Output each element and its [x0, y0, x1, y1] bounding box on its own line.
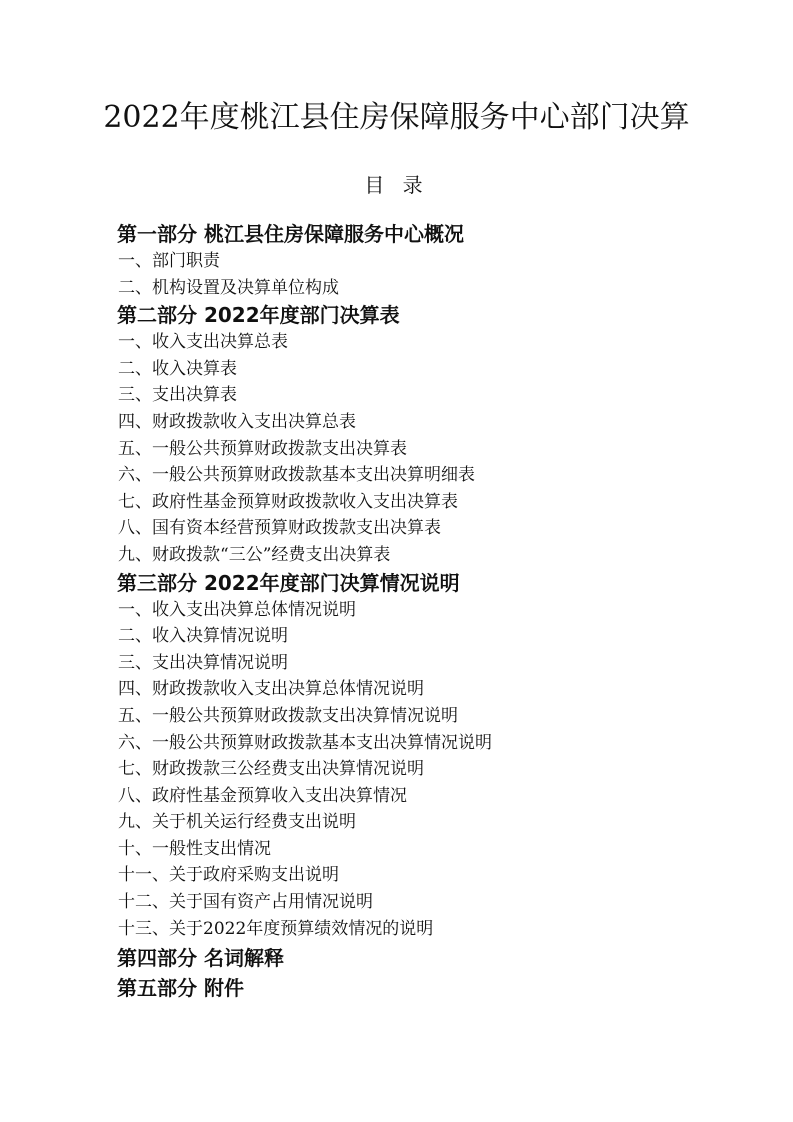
toc-item[interactable]: 二、收入决算情况说明	[118, 626, 288, 647]
document-title: 2022年度桃江县住房保障服务中心部门决算	[103, 100, 690, 135]
toc-part-3-heading[interactable]: 第三部分 2022年度部门决算情况说明	[117, 570, 460, 595]
toc-item[interactable]: 二、机构设置及决算单位构成	[118, 277, 339, 298]
toc-item[interactable]: 一、收入支出决算总体情况说明	[118, 599, 356, 620]
toc-item[interactable]: 八、政府性基金预算收入支出决算情况	[118, 785, 407, 806]
toc-item[interactable]: 七、政府性基金预算财政拨款收入支出决算表	[118, 491, 458, 512]
toc-part-2-heading[interactable]: 第二部分 2022年度部门决算表	[117, 303, 400, 328]
toc-item[interactable]: 十、一般性支出情况	[118, 838, 271, 859]
toc-item[interactable]: 十一、关于政府采购支出说明	[118, 865, 339, 886]
toc-item[interactable]: 四、财政拨款收入支出决算总表	[118, 411, 356, 432]
toc-item[interactable]: 四、财政拨款收入支出决算总体情况说明	[118, 679, 424, 700]
toc-item[interactable]: 八、国有资本经营预算财政拨款支出决算表	[118, 518, 441, 539]
toc-item[interactable]: 六、一般公共预算财政拨款基本支出决算明细表	[118, 465, 475, 486]
toc-item[interactable]: 三、支出决算情况说明	[118, 652, 288, 673]
toc-item[interactable]: 六、一般公共预算财政拨款基本支出决算情况说明	[118, 732, 492, 753]
toc-item[interactable]: 一、收入支出决算总表	[118, 332, 288, 353]
toc-item[interactable]: 三、支出决算表	[118, 385, 237, 406]
table-of-contents	[117, 220, 757, 1002]
toc-item[interactable]: 十二、关于国有资产占用情况说明	[118, 892, 373, 913]
toc-part-4-heading[interactable]: 第四部分 名词解释	[117, 946, 284, 971]
toc-item[interactable]: 五、一般公共预算财政拨款支出决算表	[118, 438, 407, 459]
toc-item[interactable]: 九、财政拨款“三公”经费支出决算表	[118, 544, 391, 565]
toc-subtitle: 目 录	[364, 173, 429, 197]
toc-part-1-heading[interactable]: 第一部分 桃江县住房保障服务中心概况	[117, 222, 464, 246]
toc-item[interactable]: 九、关于机关运行经费支出说明	[118, 812, 356, 833]
toc-item[interactable]: 七、财政拨款三公经费支出决算情况说明	[118, 759, 424, 780]
toc-part-5-heading[interactable]: 第五部分 附件	[117, 976, 244, 1001]
toc-item[interactable]: 十三、关于2022年度预算绩效情况的说明	[118, 918, 434, 939]
toc-item[interactable]: 一、部门职责	[118, 251, 220, 271]
toc-item[interactable]: 五、一般公共预算财政拨款支出决算情况说明	[118, 705, 458, 726]
toc-item[interactable]: 二、收入决算表	[118, 358, 237, 379]
